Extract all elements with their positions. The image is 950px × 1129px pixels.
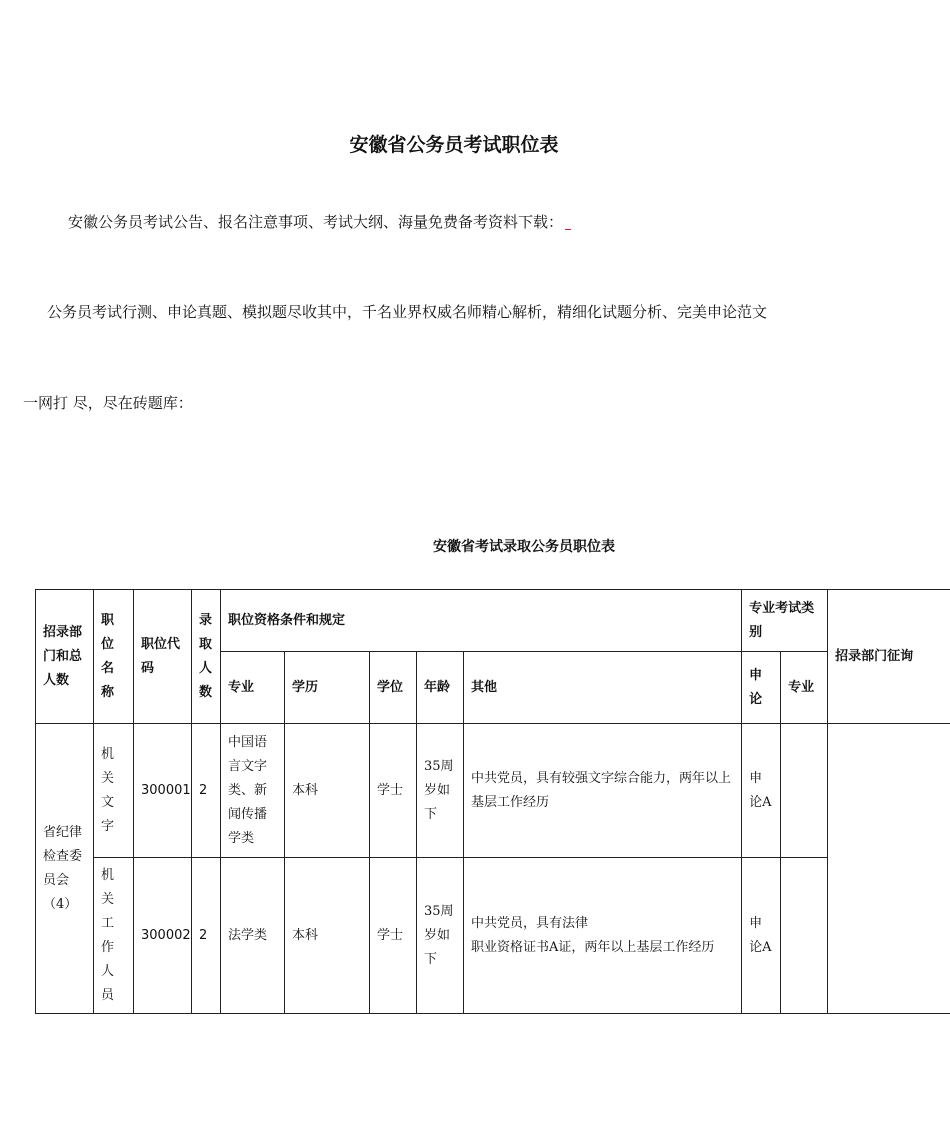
header-age: 年龄	[417, 652, 464, 724]
intro-paragraph-1	[68, 211, 571, 232]
post-code-cell: 300001	[134, 724, 192, 858]
degree-cell: 学士	[370, 724, 417, 858]
download-link[interactable]	[565, 215, 571, 230]
header-exam-major: 专业	[781, 652, 828, 724]
major-cell: 法学类	[221, 858, 285, 1014]
header-dept: 招录部门和总人数	[36, 590, 94, 724]
header-conditions: 职位资格条件和规定	[221, 590, 742, 652]
contact-cell	[828, 724, 950, 1014]
header-degree: 学位	[370, 652, 417, 724]
header-education: 学历	[285, 652, 370, 724]
intro-line-1: 安徽公务员考试公告、报名注意事项、考试大纲、海量免费备考资料下载：	[68, 213, 564, 231]
intro-line-3: 一网打 尽，尽在砖题库：	[23, 394, 193, 412]
header-other: 其他	[464, 652, 742, 724]
education-cell: 本科	[285, 724, 370, 858]
count-cell: 2	[192, 858, 221, 1014]
dept-cell: 省纪律检查委员会（4）	[36, 724, 94, 1014]
exam-major-cell	[781, 858, 828, 1014]
degree-cell: 学士	[370, 858, 417, 1014]
table-row	[36, 858, 950, 1014]
shenlun-cell: 申论A	[742, 724, 781, 858]
header-major: 专业	[221, 652, 285, 724]
major-cell: 中国语言文字类、新闻传播学类	[221, 724, 285, 858]
age-cell: 35周岁如下	[417, 724, 464, 858]
intro-line-2: 公务员考试行测、申论真题、模拟题尽收其中，千名业界权威名师精心解析，精细化试题分析、完美申论范文	[47, 303, 768, 321]
header-post-name: 职位名称	[94, 590, 134, 724]
page-title: 安徽省公务员考试职位表	[349, 134, 559, 156]
count-cell: 2	[192, 724, 221, 858]
shenlun-cell: 申论A	[742, 858, 781, 1014]
other-line-1: 中共党员，具有法律	[471, 915, 589, 931]
header-count: 录取人数	[192, 590, 221, 724]
post-name-cell: 机关工作人员	[94, 858, 134, 1014]
education-cell: 本科	[285, 858, 370, 1014]
other-cell: 中共党员，具有较强文字综合能力，两年以上基层工作经历	[464, 724, 742, 858]
table-row	[36, 724, 950, 858]
post-name-cell: 机关文字	[94, 724, 134, 858]
header-exam-shenlun: 申论	[742, 652, 781, 724]
header-row-1	[36, 590, 950, 652]
age-cell: 35周岁如下	[417, 858, 464, 1014]
table-title: 安徽省考试录取公务员职位表	[433, 539, 615, 555]
other-cell	[464, 858, 742, 1014]
post-code-cell: 300002	[134, 858, 192, 1014]
header-post-code: 职位代码	[134, 590, 192, 724]
positions-table	[35, 589, 950, 1014]
exam-major-cell	[781, 724, 828, 858]
header-contact: 招录部门征询	[828, 590, 950, 724]
other-line-2: 职业资格证书A证，两年以上基层工作经历	[471, 939, 715, 955]
header-exam-type: 专业考试类别	[742, 590, 828, 652]
